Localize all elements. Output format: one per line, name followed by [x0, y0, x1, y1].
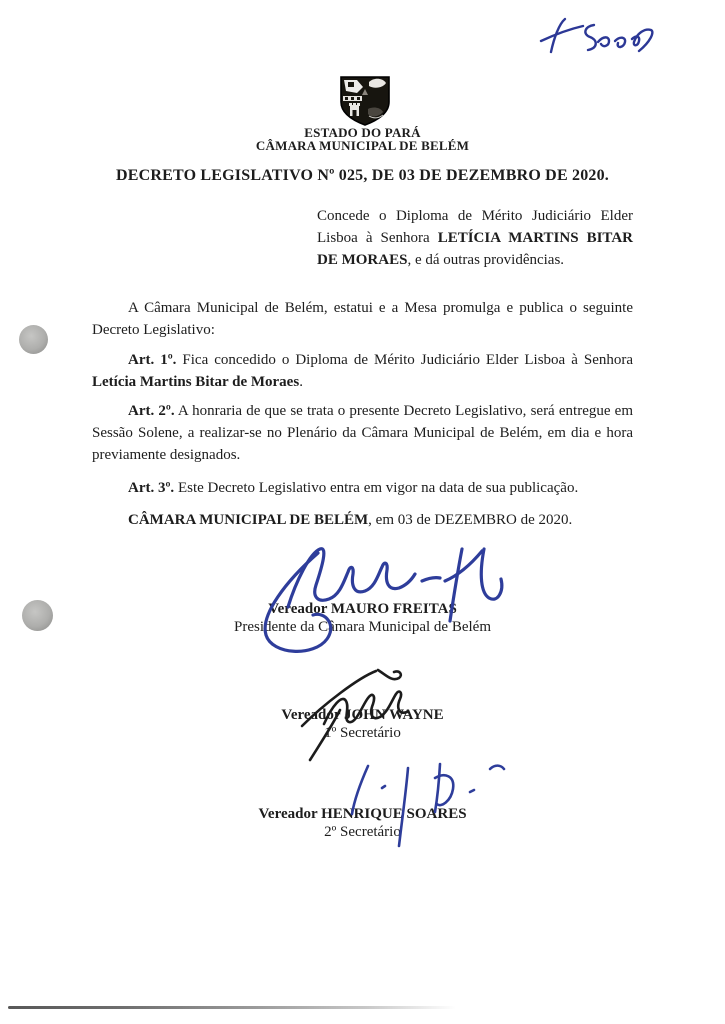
article-3-label: Art. 3º.	[128, 480, 175, 496]
ementa-paragraph	[317, 205, 633, 271]
article-3-text: Este Decreto Legislativo entra em vigor na data de sua publicação.	[174, 480, 579, 496]
article-1-text-end: .	[299, 374, 303, 390]
signer-name: Vereador HENRIQUE SOARES	[258, 806, 467, 822]
article-2-paragraph	[92, 400, 633, 466]
preamble-paragraph: A Câmara Municipal de Belém, estatui e a Mesa promulga e publica o seguinte Decreto Legislativo:	[92, 300, 633, 338]
ementa-text-1: Concede o Diploma de Mérito Judiciário Elder Lisboa à Senhora	[317, 208, 633, 246]
handwritten-annotation-icon	[538, 14, 658, 60]
org-header	[0, 126, 725, 152]
ementa-honoree: LETÍCIA MARTINS BITAR DE MORAES	[317, 230, 633, 268]
article-1-honoree: Letícia Martins Bitar de Moraes	[92, 374, 300, 390]
article-1-paragraph	[92, 349, 633, 393]
dateline-date: , em 03 de DEZEMBRO de 2020.	[368, 512, 573, 528]
article-3-paragraph	[92, 477, 633, 499]
signature-henrique-soares-icon	[344, 760, 509, 850]
signer-name: Vereador JOHN WAYNE	[281, 707, 444, 723]
signer-name: Vereador MAURO FREITAS	[268, 601, 457, 617]
decree-title: DECRETO LEGISLATIVO Nº 025, DE 03 DE DEZEMBRO DE 2020.	[115, 167, 610, 184]
article-2-text: A honraria de que se trata o presente Decreto Legislativo, será entregue em Sessão Solene, a realizar-se no Plenário da Câmara Municipal de Belém, em dia e hora previamente designados.	[92, 403, 633, 463]
signer-role: 2º Secretário	[324, 824, 401, 840]
dateline-paragraph	[92, 509, 633, 531]
org-state-line: ESTADO DO PARÁ	[304, 125, 421, 140]
article-2-label: Art. 2º.	[128, 403, 175, 419]
article-1-text: Fica concedido o Diploma de Mérito Judiciário Elder Lisboa à Senhora	[176, 352, 634, 368]
article-1-label: Art. 1º.	[128, 352, 177, 368]
hole-punch-top	[19, 325, 48, 354]
signer-role: 1º Secretário	[324, 725, 401, 741]
signature-mauro-freitas-icon	[226, 541, 511, 663]
signer-role: Presidente da Câmara Municipal de Belém	[234, 619, 491, 635]
dateline-org: CÂMARA MUNICIPAL DE BELÉM	[128, 512, 369, 528]
scan-streak	[8, 1006, 456, 1009]
ementa-text-2: , e dá outras providências.	[407, 252, 565, 268]
org-name-line: CÂMARA MUNICIPAL DE BELÉM	[255, 138, 470, 153]
signature-john-wayne-icon	[282, 666, 432, 764]
coat-of-arms-icon	[338, 75, 392, 127]
